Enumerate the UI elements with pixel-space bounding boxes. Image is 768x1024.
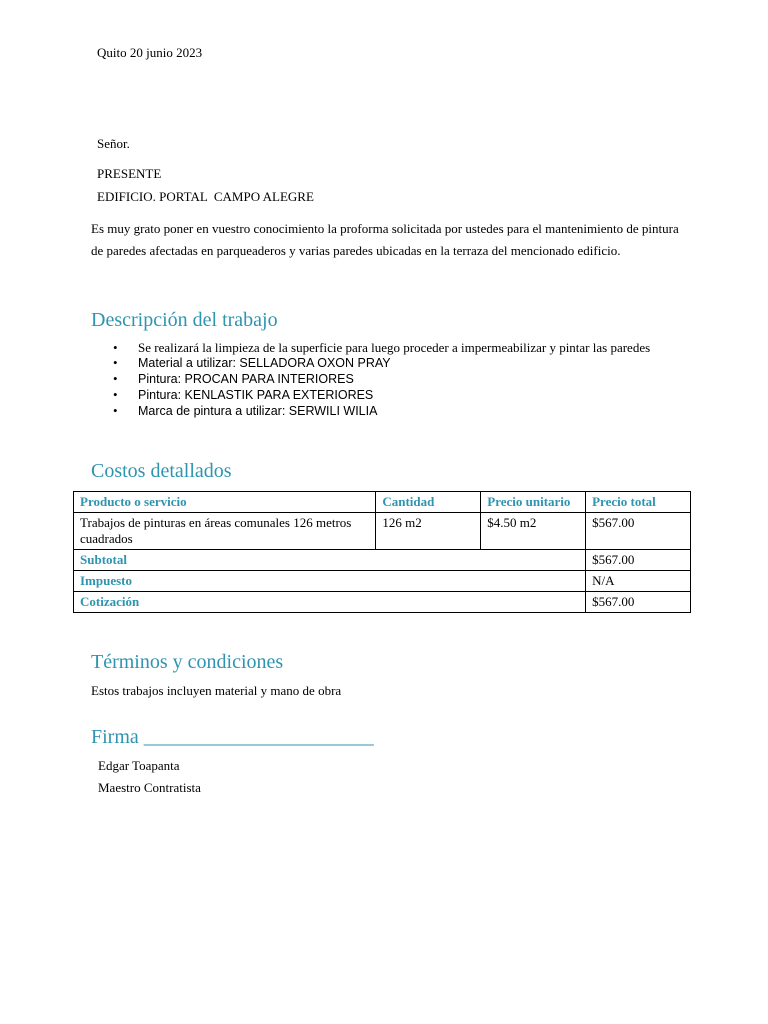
list-item-text: Pintura: KENLASTIK PARA EXTERIORES xyxy=(138,388,374,402)
list-item xyxy=(113,371,673,387)
bullet-icon: • xyxy=(113,355,118,370)
cell-unit-price: $4.50 m2 xyxy=(481,513,586,550)
column-header-unit-price: Precio unitario xyxy=(481,492,586,513)
bullet-icon: • xyxy=(113,371,118,386)
column-header-product: Producto o servicio xyxy=(74,492,376,513)
subtotal-label: Subtotal xyxy=(74,550,586,571)
tax-row xyxy=(74,571,691,592)
subtotal-value: $567.00 xyxy=(586,550,691,571)
building-name: EDIFICIO. PORTAL CAMPO ALEGRE xyxy=(97,189,314,204)
tax-value: N/A xyxy=(586,571,691,592)
tax-label: Impuesto xyxy=(74,571,586,592)
terms-text: Estos trabajos incluyen material y mano de obra xyxy=(91,683,342,698)
subtotal-row xyxy=(74,550,691,571)
cell-total: $567.00 xyxy=(586,513,691,550)
terms-heading: Términos y condiciones xyxy=(91,651,284,673)
cell-quantity: 126 m2 xyxy=(376,513,481,550)
description-heading: Descripción del trabajo xyxy=(91,309,278,331)
document-date: Quito 20 junio 2023 xyxy=(97,45,203,60)
list-item xyxy=(113,403,673,419)
list-item-text: Marca de pintura a utilizar: SERWILI WILIA xyxy=(138,404,378,418)
costs-heading: Costos detallados xyxy=(91,460,232,482)
list-item-text: Se realizará la limpieza de la superficie para luego proceder a impermeabilizar y pintar las paredes xyxy=(138,340,651,355)
description-list xyxy=(113,340,673,419)
cell-product: Trabajos de pinturas en áreas comunales 126 metros cuadrados xyxy=(74,513,376,550)
bullet-icon: • xyxy=(113,403,118,418)
list-item xyxy=(113,355,673,371)
signer-name: Edgar Toapanta xyxy=(98,758,180,773)
costs-table xyxy=(73,491,691,613)
table-header-row xyxy=(74,492,691,513)
quote-label: Cotización xyxy=(74,592,586,613)
table-row xyxy=(74,513,691,550)
signer-role: Maestro Contratista xyxy=(98,780,201,795)
column-header-quantity: Cantidad xyxy=(376,492,481,513)
list-item xyxy=(113,387,673,403)
column-header-total: Precio total xyxy=(586,492,691,513)
signature-heading: Firma _______________________ xyxy=(91,726,374,748)
bullet-icon: • xyxy=(113,340,118,355)
presente-line: PRESENTE xyxy=(97,166,162,181)
salutation: Señor. xyxy=(97,136,130,151)
bullet-icon: • xyxy=(113,387,118,402)
list-item-text: Material a utilizar: SELLADORA OXON PRAY xyxy=(138,356,391,370)
intro-paragraph: Es muy grato poner en vuestro conocimiento la proforma solicitada por ustedes para el mantenimiento de pintura de paredes afectadas en parqueaderos y varias paredes ubicadas en la terraza del mencionado edificio. xyxy=(91,221,679,258)
list-item xyxy=(113,340,673,355)
list-item-text: Pintura: PROCAN PARA INTERIORES xyxy=(138,372,354,386)
quote-row xyxy=(74,592,691,613)
quote-value: $567.00 xyxy=(586,592,691,613)
